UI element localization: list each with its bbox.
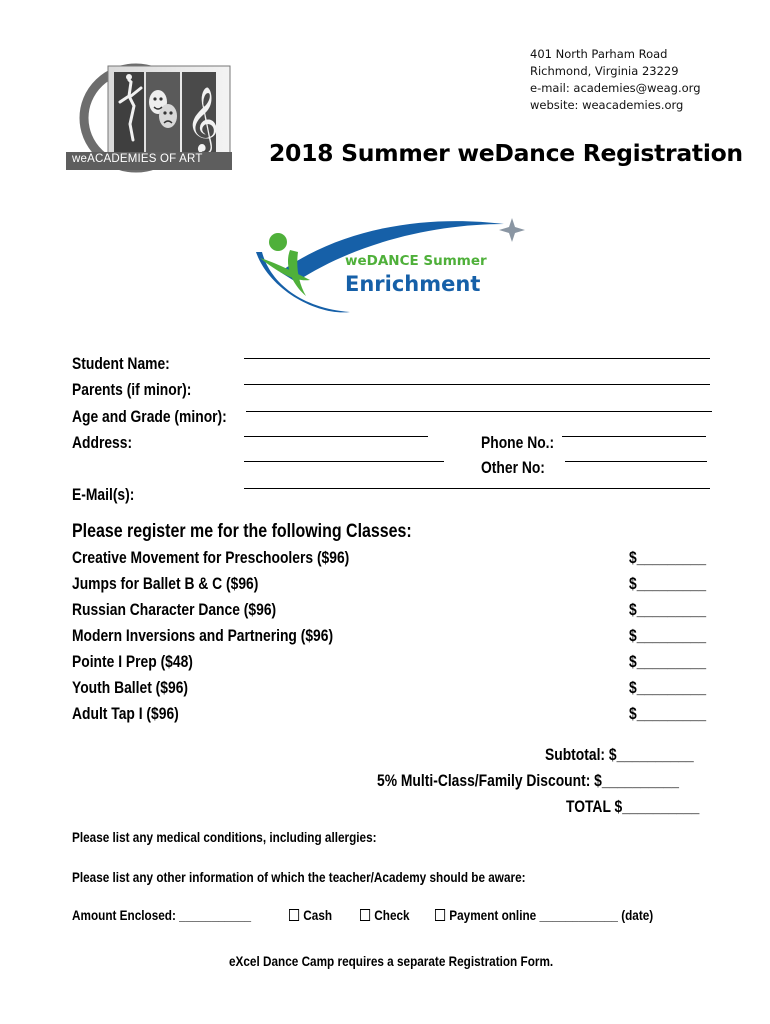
address-label: Address: (72, 434, 133, 452)
age-grade-label: Age and Grade (minor): (72, 408, 227, 426)
class-amount[interactable]: $_________ (629, 549, 707, 567)
class-item: Jumps for Ballet B & C ($96) (72, 575, 259, 593)
student-name-label: Student Name: (72, 355, 170, 373)
other-phone-field[interactable] (565, 461, 707, 462)
online-option[interactable] (435, 907, 653, 923)
classes-heading: Please register me for the following Classes: (72, 521, 412, 542)
age-grade-field[interactable] (246, 411, 712, 412)
class-amount[interactable]: $_________ (629, 575, 707, 593)
class-item: Youth Ballet ($96) (72, 679, 189, 697)
address-line: e-mail: academies@weag.org (530, 81, 701, 95)
check-label: Check (374, 907, 410, 923)
medical-question: Please list any medical conditions, including allergies: (72, 829, 377, 845)
address-line: Richmond, Virginia 23229 (530, 64, 679, 78)
brand-line2: Enrichment (345, 272, 481, 296)
class-amount[interactable]: $_________ (629, 653, 707, 671)
parents-label: Parents (if minor): (72, 381, 192, 399)
cash-option[interactable] (289, 907, 332, 923)
amount-enclosed[interactable]: Amount Enclosed: ___________ (72, 907, 252, 923)
class-item: Russian Character Dance ($96) (72, 601, 277, 619)
online-label: Payment online ____________ (date) (449, 907, 654, 923)
footer-note: eXcel Dance Camp requires a separate Registration Form. (229, 953, 554, 969)
total-line[interactable]: TOTAL $__________ (566, 798, 700, 816)
class-item: Modern Inversions and Partnering ($96) (72, 627, 334, 645)
wedance-logo (240, 212, 530, 322)
address-line: 401 North Parham Road (530, 47, 668, 61)
class-amount[interactable]: $_________ (629, 627, 707, 645)
class-item: Creative Movement for Preschoolers ($96) (72, 549, 350, 567)
online-checkbox[interactable] (435, 909, 445, 921)
address-line: website: weacademies.org (530, 98, 684, 112)
check-checkbox[interactable] (360, 909, 370, 921)
email-label: E-Mail(s): (72, 486, 135, 504)
page-title: 2018 Summer weDance Registration (269, 139, 743, 167)
email-field[interactable] (244, 488, 710, 489)
subtotal-line[interactable]: Subtotal: $__________ (545, 746, 694, 764)
other-info-question: Please list any other information of which the teacher/Academy should be aware: (72, 869, 526, 885)
phone-field[interactable] (562, 436, 706, 437)
check-option[interactable] (360, 907, 410, 923)
student-name-field[interactable] (244, 358, 710, 359)
other-phone-label: Other No: (481, 459, 545, 477)
address-field-2[interactable] (244, 461, 444, 462)
class-item: Adult Tap I ($96) (72, 705, 179, 723)
parents-field[interactable] (244, 384, 710, 385)
brand-line1: weDANCE Summer (345, 253, 487, 269)
class-amount[interactable]: $_________ (629, 601, 707, 619)
academies-logo (66, 56, 232, 174)
class-amount[interactable]: $_________ (629, 705, 707, 723)
cash-label: Cash (303, 907, 333, 923)
discount-line[interactable]: 5% Multi-Class/Family Discount: $__________ (377, 772, 679, 790)
logo-text: weACADEMIES OF ART (72, 153, 203, 165)
cash-checkbox[interactable] (289, 909, 299, 921)
address-field-1[interactable] (244, 436, 428, 437)
address-block (530, 46, 701, 114)
phone-label: Phone No.: (481, 434, 555, 452)
class-amount[interactable]: $_________ (629, 679, 707, 697)
class-item: Pointe I Prep ($48) (72, 653, 193, 671)
svg-text:𝄞: 𝄞 (186, 87, 220, 152)
